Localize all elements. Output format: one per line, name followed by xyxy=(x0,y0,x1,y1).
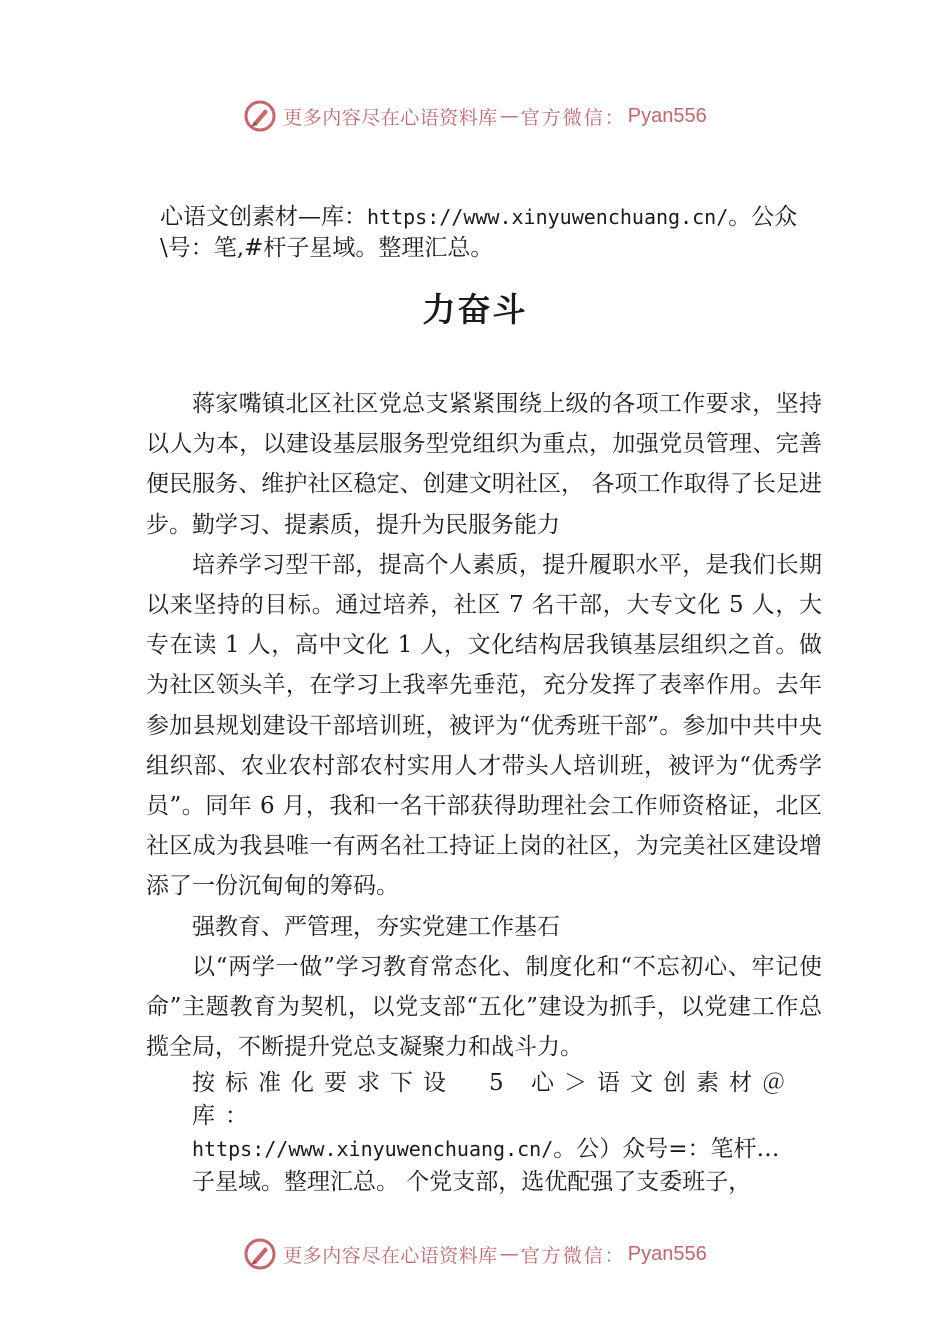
tail-line-3: 子星域。整理汇总。 个党支部，选优配强了支委班子， xyxy=(192,1169,752,1196)
paragraph: 蒋家嘴镇北区社区党总支紧紧围绕上级的各项工作要求，坚持以人为本，以建设基层服务型党组织为重点，加强党员管理、完善便民服务、维护社区稳定、创建文明社区， 各项工作取得了长足进步。勤学习、提素质，提升为民服务能力 xyxy=(146,391,822,538)
watermark-wechat-label: 官方微信： xyxy=(520,1244,626,1267)
source-note xyxy=(160,202,840,264)
tail-line-2-suffix: 。公）众号=：笔杆… xyxy=(553,1136,780,1163)
source-url: https://www.xinyuwenchuang.cn/ xyxy=(367,205,729,229)
page-title: 力奋斗 xyxy=(422,290,528,329)
pen-logo-icon xyxy=(243,99,277,133)
section-heading: 强教育、严管理，夯实党建工作基石 xyxy=(192,913,560,940)
watermark-wechat-label: 官方微信： xyxy=(520,106,626,129)
watermark-wechat-id: Pyan556 xyxy=(627,104,707,127)
source-suffix: 。公众\号：笔,#杆子星域。整理汇总。 xyxy=(160,204,798,261)
paragraph: 培养学习型干部，提高个人素质，提升履职水平，是我们长期以来坚持的目标。通过培养，社区 7 名干部，大专文化 5 人，大专在读 1 人，高中文化 1 人，文化结构居我镇基层组织之首。做为社区领头羊，在学习上我率先垂范，充分发挥了表率作用。去年参加县规划建设干部培训班，被评为“优秀班干部”。参加中共中央组织部、农业农村部农村实用人才带头人培训班，被评为“优秀学员”。同年 6 月，我和一名干部获得助理社会工作师资格证，北区社区成为我县唯一有两名社工持证上岗的社区，为完美社区建设增添了一份沉甸甸的筹码。 xyxy=(146,551,822,900)
watermark-wechat-id: Pyan556 xyxy=(627,1242,707,1265)
watermark-brand: 更多内容尽在心语资料库 xyxy=(283,1244,498,1267)
tail-line-1: 按标准化要求下设 5 心＞语文创素材＠库： xyxy=(192,1070,795,1130)
watermark-banner-bottom xyxy=(0,1234,950,1274)
paragraph: 以“两学一做”学习教育常态化、制度化和“不忘初心、牢记使命”主题教育为契机，以党支部“五化”建设为抓手，以党建工作总揽全局，不断提升党总支凝聚力和战斗力。 xyxy=(146,953,822,1061)
watermark-separator: — xyxy=(499,1243,519,1265)
tail-paragraph xyxy=(146,1067,822,1199)
watermark-banner-top xyxy=(0,96,950,136)
tail-line-2 xyxy=(192,1133,822,1166)
watermark-separator: — xyxy=(499,105,519,127)
pen-logo-icon xyxy=(243,1237,277,1271)
tail-url: https://www.xinyuwenchuang.cn/ xyxy=(192,1137,554,1162)
source-prefix: 心语文创素材—库： xyxy=(160,204,367,230)
watermark-brand: 更多内容尽在心语资料库 xyxy=(283,106,498,129)
document-body xyxy=(146,384,822,1199)
